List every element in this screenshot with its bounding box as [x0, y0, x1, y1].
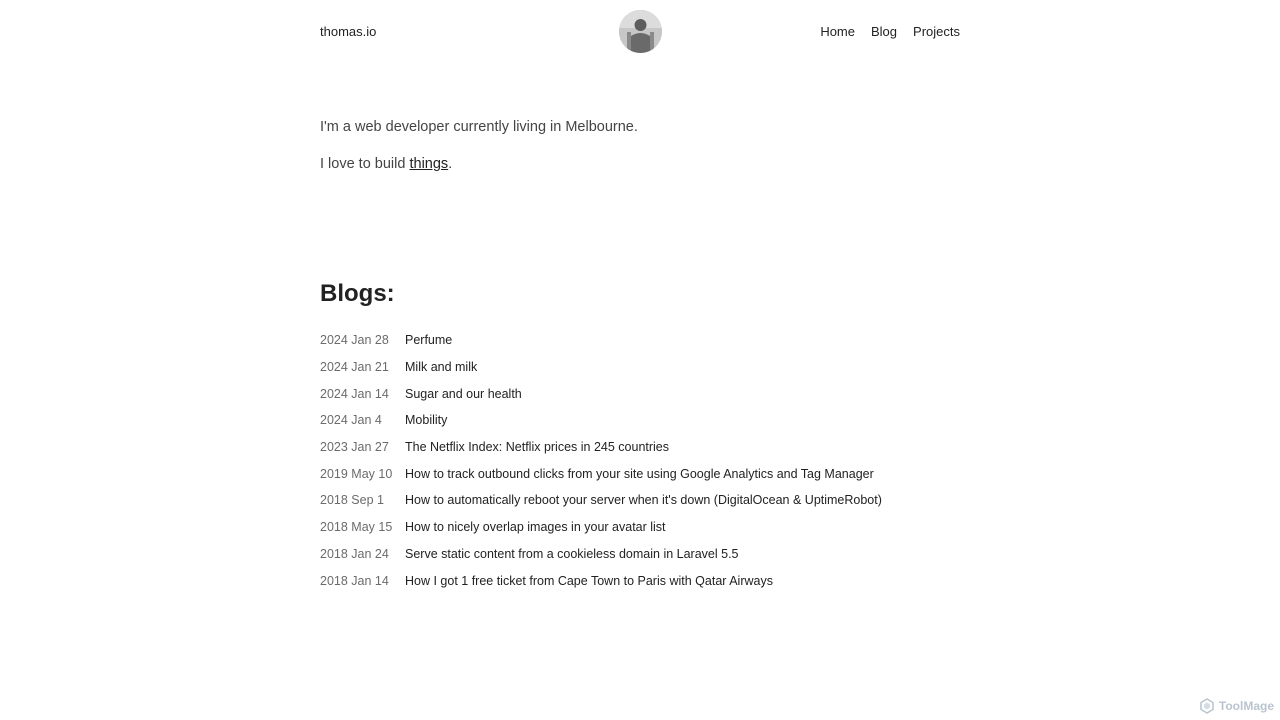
blog-title-link[interactable]: How to track outbound clicks from your site using Google Analytics and Tag Manager: [405, 466, 874, 481]
blog-list-item: [320, 514, 960, 541]
toolmage-logo-icon: [1199, 698, 1215, 714]
blog-date: 2018 Jan 14: [320, 573, 389, 588]
avatar[interactable]: [619, 10, 662, 53]
blog-list-item: [320, 407, 960, 434]
blog-title-link[interactable]: Milk and milk: [405, 360, 478, 375]
nav-home[interactable]: Home: [820, 24, 855, 39]
blogs-heading: Blogs:: [320, 280, 395, 307]
blog-list-item: [320, 354, 960, 381]
blog-date: 2018 May 15: [320, 520, 393, 535]
blog-date: 2018 Jan 24: [320, 546, 389, 561]
intro-section: [320, 118, 960, 173]
nav-projects[interactable]: Projects: [913, 24, 960, 39]
blog-date: 2024 Jan 14: [320, 386, 389, 401]
things-link[interactable]: things: [409, 156, 449, 172]
blog-date: 2019 May 10: [320, 466, 393, 481]
main-nav: [820, 24, 960, 39]
blog-list-item: [320, 380, 960, 407]
avatar-photo-icon: [619, 10, 662, 53]
intro-line-1: I'm a web developer currently living in Melbourne.: [320, 119, 638, 135]
blog-list-item: [320, 434, 960, 461]
blog-title-link[interactable]: Serve static content from a cookieless domain in Laravel 5.5: [405, 546, 739, 561]
blog-date: 2023 Jan 27: [320, 440, 389, 455]
blog-list-item: [320, 567, 960, 594]
blog-list-item: [320, 460, 960, 487]
watermark: [1199, 698, 1274, 714]
blog-date: 2024 Jan 21: [320, 360, 389, 375]
watermark-text: ToolMage: [1218, 699, 1274, 713]
blog-title-link[interactable]: How to nicely overlap images in your avatar list: [405, 520, 666, 535]
blog-list-item: [320, 487, 960, 514]
blog-title-link[interactable]: The Netflix Index: Netflix prices in 245 countries: [405, 440, 670, 455]
nav-blog[interactable]: Blog: [871, 24, 898, 39]
blog-date: 2024 Jan 4: [320, 413, 382, 428]
intro-line-2-prefix: I love to build: [320, 156, 410, 172]
blog-title-link[interactable]: How to automatically reboot your server when it's down (DigitalOcean & UptimeRobot): [405, 493, 882, 508]
blog-list: [320, 327, 960, 594]
site-header: [320, 10, 960, 54]
blog-title-link[interactable]: Sugar and our health: [405, 386, 522, 401]
intro-line-2: [320, 155, 960, 173]
blog-title-link[interactable]: Perfume: [405, 333, 453, 348]
blog-date: 2024 Jan 28: [320, 333, 389, 348]
blog-title-link[interactable]: Mobility: [405, 413, 448, 428]
blog-list-item: [320, 327, 960, 354]
blog-title-link[interactable]: How I got 1 free ticket from Cape Town to Paris with Qatar Airways: [405, 573, 773, 588]
intro-line-2-suffix: .: [448, 156, 453, 172]
site-name-link[interactable]: thomas.io: [320, 24, 377, 39]
blog-list-item: [320, 541, 960, 568]
blog-date: 2018 Sep 1: [320, 493, 384, 508]
